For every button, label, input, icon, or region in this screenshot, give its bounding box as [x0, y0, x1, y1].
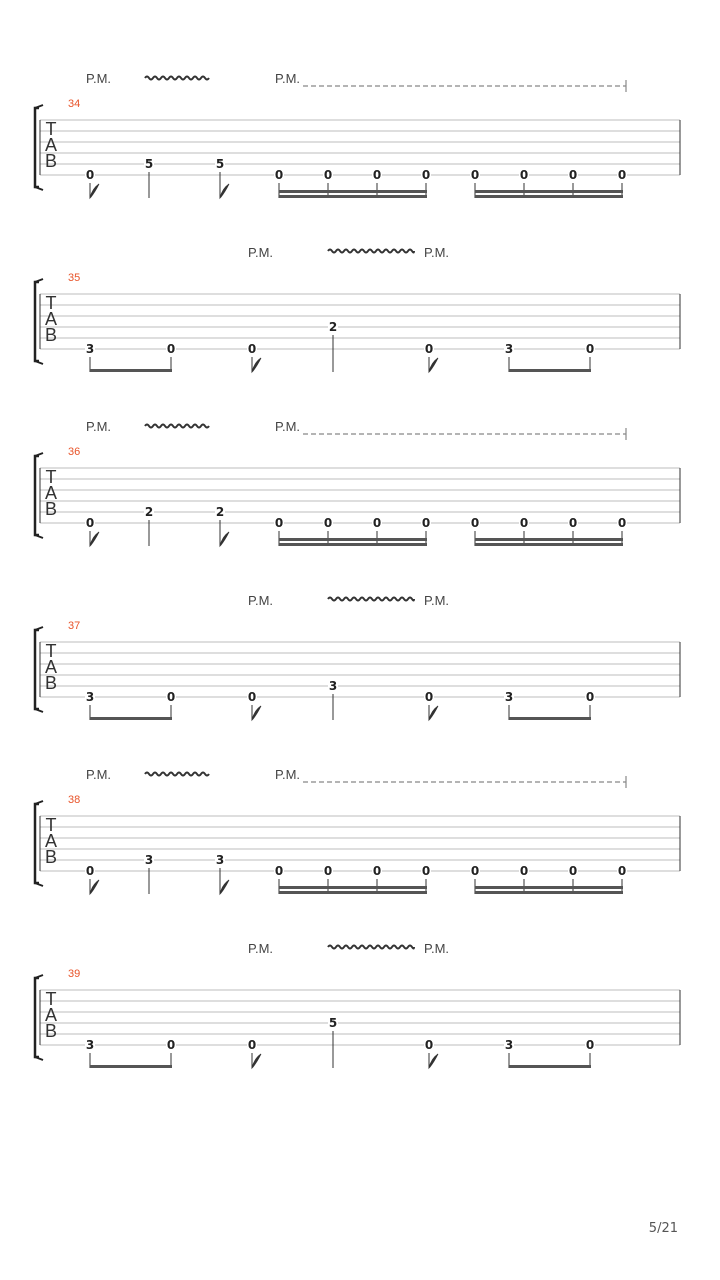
fret-number: 0	[470, 516, 480, 530]
note-flag	[90, 880, 99, 894]
bracket-hook-top	[35, 279, 43, 282]
fret-number: 0	[247, 1038, 257, 1052]
palm-mute-label: P.M.	[275, 419, 301, 434]
note-beam	[475, 886, 623, 889]
fret-number: 0	[166, 342, 176, 356]
bracket-hook-bottom	[35, 1057, 43, 1060]
tab-clef-a: A	[44, 483, 58, 503]
fret-number: 0	[274, 168, 284, 182]
note-beam	[90, 1065, 172, 1068]
fret-number: 3	[85, 1038, 95, 1052]
fret-number: 0	[372, 168, 382, 182]
note-beam	[509, 1065, 591, 1068]
tab-clef-a: A	[44, 657, 58, 677]
fret-number: 5	[328, 1016, 338, 1030]
note-beam	[475, 190, 623, 193]
fret-number: 3	[85, 342, 95, 356]
fret-number: 0	[568, 516, 578, 530]
tab-system-38	[35, 767, 680, 894]
fret-number: 0	[372, 516, 382, 530]
fret-number: 0	[247, 690, 257, 704]
bracket-hook-bottom	[35, 361, 43, 364]
tab-clef-a: A	[44, 1005, 58, 1025]
fret-number: 0	[166, 1038, 176, 1052]
system-bracket	[35, 282, 39, 361]
tab-clef-t: T	[45, 119, 57, 139]
fret-number: 0	[470, 864, 480, 878]
fret-number: 0	[519, 168, 529, 182]
fret-number: 0	[585, 690, 595, 704]
note-beam	[279, 891, 427, 894]
palm-mute-label: P.M.	[86, 767, 112, 782]
note-beam	[279, 195, 427, 198]
note-flag	[90, 184, 99, 198]
fret-number: 0	[617, 516, 627, 530]
fret-number: 3	[504, 1038, 514, 1052]
vibrato-mark	[328, 946, 414, 949]
palm-mute-label: P.M.	[275, 71, 301, 86]
tab-clef-t: T	[45, 641, 57, 661]
note-flag	[90, 532, 99, 546]
tab-system-39	[35, 941, 680, 1068]
fret-number: 0	[470, 168, 480, 182]
tab-clef-b: B	[44, 673, 58, 693]
note-flag	[220, 532, 229, 546]
fret-number: 0	[421, 168, 431, 182]
fret-number: 0	[519, 864, 529, 878]
fret-number: 0	[166, 690, 176, 704]
system-bracket	[35, 630, 39, 709]
bracket-hook-top	[35, 105, 43, 108]
fret-number: 0	[568, 168, 578, 182]
fret-number: 0	[247, 342, 257, 356]
tab-clef-a: A	[44, 135, 58, 155]
fret-number: 3	[85, 690, 95, 704]
fret-number: 0	[323, 168, 333, 182]
bracket-hook-bottom	[35, 535, 43, 538]
tab-clef-b: B	[44, 151, 58, 171]
note-beam	[279, 543, 427, 546]
note-beam	[90, 369, 172, 372]
note-flag	[220, 184, 229, 198]
note-flag	[429, 358, 438, 372]
fret-number: 3	[328, 679, 338, 693]
system-bracket	[35, 108, 39, 187]
note-beam	[475, 538, 623, 541]
tab-system-35	[35, 245, 680, 372]
note-beam	[475, 195, 623, 198]
fret-number: 5	[215, 157, 225, 171]
fret-number: 0	[372, 864, 382, 878]
measure-number: 35	[68, 272, 81, 284]
measure-number: 38	[68, 794, 81, 806]
palm-mute-label: P.M.	[86, 71, 112, 86]
bracket-hook-top	[35, 627, 43, 630]
fret-number: 0	[85, 168, 95, 182]
tab-clef-b: B	[44, 1021, 58, 1041]
fret-number: 0	[274, 864, 284, 878]
fret-number: 3	[144, 853, 154, 867]
note-flag	[252, 358, 261, 372]
fret-number: 5	[144, 157, 154, 171]
fret-number: 2	[328, 320, 338, 334]
fret-number: 0	[424, 690, 434, 704]
bracket-hook-bottom	[35, 187, 43, 190]
fret-number: 0	[585, 342, 595, 356]
fret-number: 0	[424, 342, 434, 356]
tab-system-34	[35, 71, 680, 198]
fret-number: 0	[617, 864, 627, 878]
note-beam	[509, 717, 591, 720]
vibrato-mark	[328, 598, 414, 601]
note-beam	[279, 886, 427, 889]
fret-number: 0	[585, 1038, 595, 1052]
fret-number: 0	[323, 864, 333, 878]
bracket-hook-top	[35, 801, 43, 804]
palm-mute-label: P.M.	[86, 419, 112, 434]
bracket-hook-bottom	[35, 709, 43, 712]
vibrato-mark	[328, 250, 414, 253]
palm-mute-label: P.M.	[275, 767, 301, 782]
page-number: 5/21	[648, 1221, 678, 1236]
note-beam	[279, 190, 427, 193]
note-flag	[220, 880, 229, 894]
system-bracket	[35, 978, 39, 1057]
tab-system-36	[35, 419, 680, 546]
tab-clef-t: T	[45, 293, 57, 313]
palm-mute-label: P.M.	[424, 245, 450, 260]
fret-number: 0	[274, 516, 284, 530]
note-beam	[475, 891, 623, 894]
note-beam	[509, 369, 591, 372]
measure-number: 34	[68, 98, 81, 110]
fret-number: 0	[617, 168, 627, 182]
measure-number: 37	[68, 620, 81, 632]
note-flag	[429, 706, 438, 720]
fret-number: 0	[424, 1038, 434, 1052]
bracket-hook-top	[35, 975, 43, 978]
fret-number: 0	[85, 864, 95, 878]
note-flag	[252, 1054, 261, 1068]
palm-mute-label: P.M.	[248, 593, 274, 608]
palm-mute-label: P.M.	[248, 941, 274, 956]
tab-clef-b: B	[44, 847, 58, 867]
fret-number: 3	[504, 690, 514, 704]
fret-number: 3	[215, 853, 225, 867]
fret-number: 0	[421, 864, 431, 878]
fret-number: 0	[519, 516, 529, 530]
tab-clef-t: T	[45, 815, 57, 835]
note-flag	[252, 706, 261, 720]
tab-clef-a: A	[44, 309, 58, 329]
system-bracket	[35, 456, 39, 535]
fret-number: 2	[144, 505, 154, 519]
fret-number: 0	[323, 516, 333, 530]
bracket-hook-top	[35, 453, 43, 456]
vibrato-mark	[145, 77, 209, 80]
vibrato-mark	[145, 425, 209, 428]
measure-number: 39	[68, 968, 81, 980]
palm-mute-label: P.M.	[248, 245, 274, 260]
tab-system-37	[35, 593, 680, 720]
fret-number: 0	[85, 516, 95, 530]
note-beam	[90, 717, 172, 720]
fret-number: 2	[215, 505, 225, 519]
tab-clef-b: B	[44, 325, 58, 345]
vibrato-mark	[145, 773, 209, 776]
palm-mute-label: P.M.	[424, 941, 450, 956]
tab-clef-t: T	[45, 467, 57, 487]
system-bracket	[35, 804, 39, 883]
note-beam	[279, 538, 427, 541]
bracket-hook-bottom	[35, 883, 43, 886]
fret-number: 3	[504, 342, 514, 356]
tab-clef-a: A	[44, 831, 58, 851]
note-beam	[475, 543, 623, 546]
fret-number: 0	[421, 516, 431, 530]
tab-clef-b: B	[44, 499, 58, 519]
note-flag	[429, 1054, 438, 1068]
tab-clef-t: T	[45, 989, 57, 1009]
palm-mute-label: P.M.	[424, 593, 450, 608]
measure-number: 36	[68, 446, 81, 458]
fret-number: 0	[568, 864, 578, 878]
